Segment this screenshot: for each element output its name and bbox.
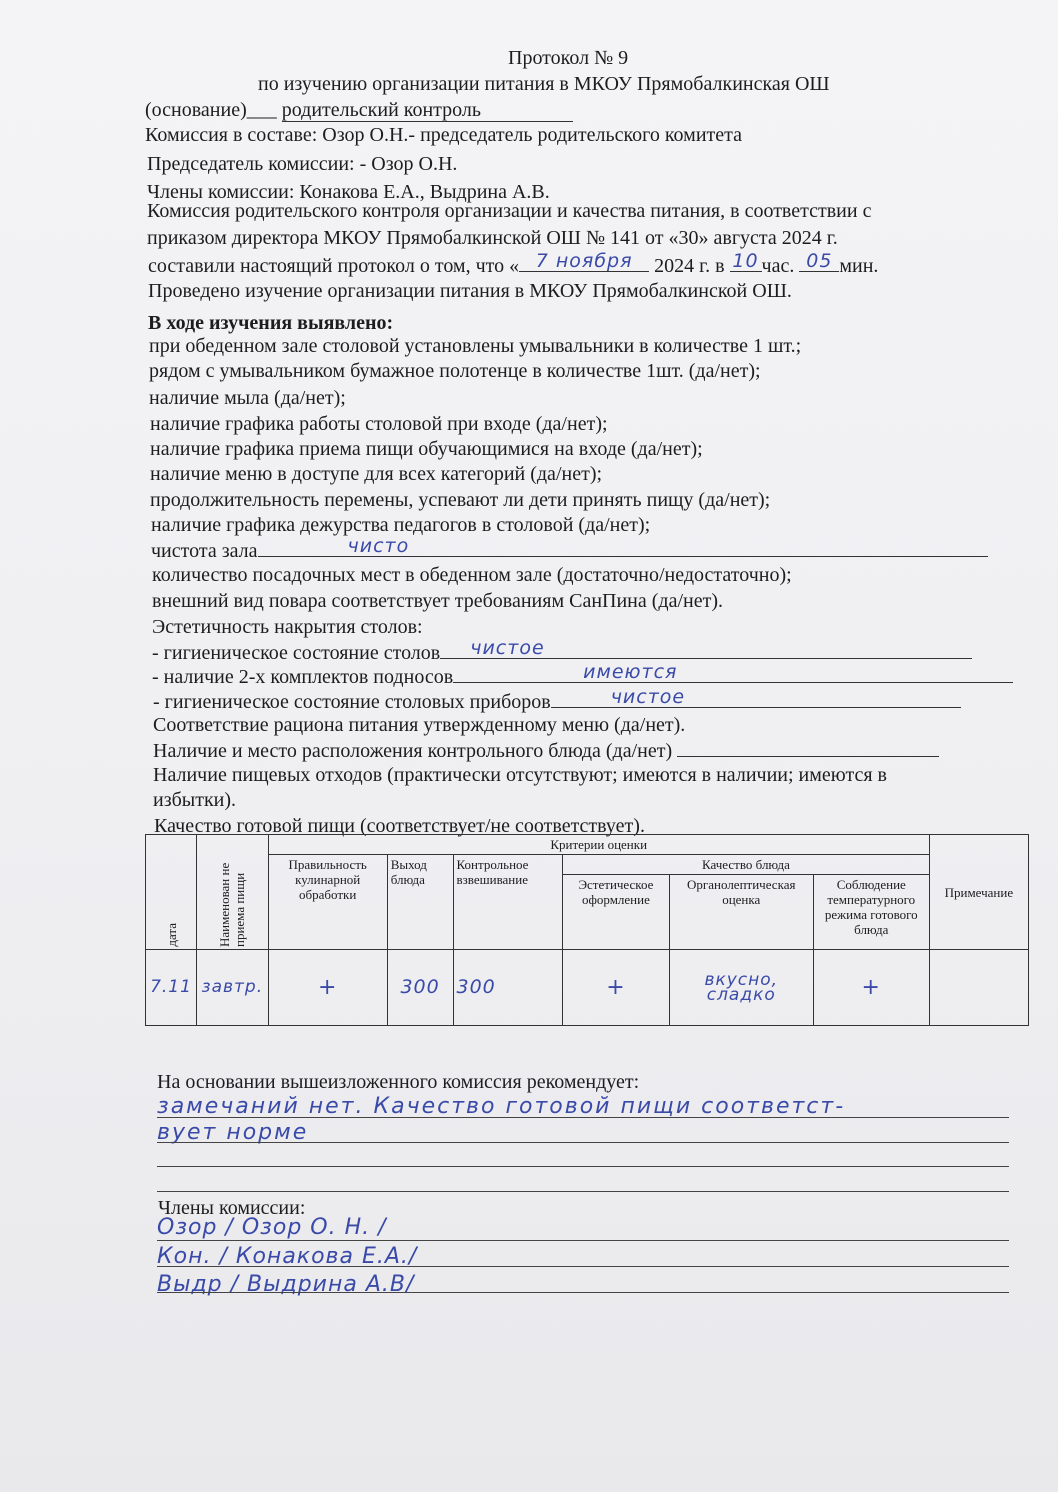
cell-aesthetic: + [563,950,670,1026]
header-weighing: Контрольное взвешивание [453,855,563,950]
minute-label: мин. [839,255,879,277]
finding-duty-schedule: наличие графика дежурства педагогов в столовой (да/нет); [151,514,651,536]
finding-trays [152,661,1013,689]
header-note: Примечание [929,835,1028,950]
finding-aesthetics-heading: Эстетичность накрытия столов: [152,616,423,638]
control-dish-label: Наличие и место расположения контрольного блюда (да/нет) [153,740,673,762]
year-text: 2024 г. в [654,255,725,277]
finding-seats: количество посадочных мест в обеденном зале (достаточно/недостаточно); [152,564,792,586]
document-subtitle: по изучению организации питания в МКОУ Прямобалкинская ОШ [258,73,830,95]
cell-note [929,950,1028,1026]
recommend-label: На основании вышеизложенного комиссия рекомендует: [157,1071,640,1093]
finding-cook-appearance: внешний вид повара соответствует требованиям СанПина (да/нет). [152,590,724,612]
finding-hall-cleanliness [151,535,988,563]
signature-1: Озор / Озор О. Н. / [157,1215,387,1240]
date-line-text: составили настоящий протокол о том, что « [148,255,520,277]
signature-3: Выдр / Выдрина А.В/ [157,1272,415,1297]
signatures-label: Члены комиссии: [158,1197,306,1219]
findings-heading: В ходе изучения выявлено: [148,312,394,334]
finding-cutlery-hygiene [153,686,961,714]
document-title: Протокол № 9 [508,47,629,69]
header-organoleptic: Органолептическая оценка [669,875,813,950]
finding-washbasins: при обеденном зале столовой установлены умывальники в количестве 1 шт.; [149,335,802,357]
cell-date: 7.11 [146,950,197,1026]
finding-meal-schedule: наличие графика приема пищи обучающимися на входе (да/нет); [150,438,703,460]
finding-waste-cont: избытки). [153,789,237,811]
trays-handwritten: имеются [583,661,678,683]
signature-rule-3 [157,1292,1009,1293]
header-temperature: Соблюдение температурного режима готового блюда [813,875,929,950]
signature-2: Кон. / Конакова Е.А./ [157,1244,418,1269]
finding-menu: наличие меню в доступе для всех категорий (да/нет); [150,463,603,485]
date-handwritten: 7 ноября [535,250,633,272]
header-dish-quality: Качество блюда [563,855,930,875]
header-meal: Наименован не приема пищи [197,835,269,950]
recommend-rule-2 [157,1142,1009,1143]
header-date: дата [146,835,197,950]
finding-break-duration: продолжительность перемены, успевают ли дети принять пищу (да/нет); [150,489,771,511]
signature-rule-2 [157,1266,1009,1267]
cutlery-hygiene-handwritten: чистое [610,686,686,708]
hall-cleanliness-label: чистота зала [151,540,258,562]
basis-line [145,98,573,122]
header-yield: Выход блюда [387,855,453,950]
cell-organoleptic: вкусно, сладко [669,950,813,1026]
trays-label: - наличие 2-х комплектов подносов [152,666,454,688]
order-paragraph-1: Комиссия родительского контроля организации и качества питания, в соответствии с [147,200,872,222]
cell-temperature: + [813,950,929,1026]
signature-rule-1 [157,1240,1009,1241]
cell-culinary: + [268,950,387,1026]
finding-work-schedule: наличие графика работы столовой при входе (да/нет); [150,413,608,435]
recommend-handwritten-2: вует норме [157,1120,309,1145]
basis-value: родительский контроль [282,99,573,122]
recommend-rule-1 [157,1117,1009,1118]
evaluation-table [145,834,1029,1026]
finding-waste: Наличие пищевых отходов (практически отсутствуют; имеются в наличии; имеются в [153,764,887,786]
recommend-rule-4 [157,1191,1009,1192]
order-paragraph-2: приказом директора МКОУ Прямобалкинской ОШ № 141 от «30» августа 2024 г. [147,227,838,249]
tables-hygiene-label: - гигиеническое состояние столов [152,642,441,664]
tables-hygiene-handwritten: чистое [470,637,545,659]
cell-weighing: 300 [453,950,563,1026]
finding-soap: наличие мыла (да/нет); [149,387,346,409]
chair-line: Председатель комиссии: - Озор О.Н. [147,153,458,175]
date-line [148,250,879,278]
table-row [146,950,1029,1026]
commission-line: Комиссия в составе: Озор О.Н.- председатель родительского комитета [145,124,743,146]
study-line: Проведено изучение организации питания в МКОУ Прямобалкинской ОШ. [148,280,792,302]
hall-cleanliness-handwritten: чисто [347,535,410,557]
recommend-handwritten-1: замечаний нет. Качество готовой пищи соответст- [157,1094,846,1119]
finding-ration: Соответствие рациона питания утвержденному меню (да/нет). [153,714,686,736]
hour-handwritten: 10 [732,250,759,272]
hour-label: час. [761,255,795,277]
minute-handwritten: 05 [806,250,833,272]
header-aesthetic: Эстетическое оформление [563,875,670,950]
recommend-rule-3 [157,1166,1009,1167]
cell-yield: 300 [387,950,453,1026]
members-line: Члены комиссии: Конакова Е.А., Выдрина А.В. [147,181,550,203]
header-culinary: Правильность кулинарной обработки [268,855,387,950]
finding-towel: рядом с умывальником бумажное полотенце в количестве 1шт. (да/нет); [149,360,761,382]
finding-control-dish [153,738,939,763]
cutlery-hygiene-label: - гигиеническое состояние столовых приборов [153,691,551,713]
basis-label: (основание)___ [145,99,277,121]
header-criteria: Критерии оценки [268,835,929,855]
cell-meal: завтр. [197,950,269,1026]
finding-food-quality: Качество готовой пищи (соответствует/не соответствует). [154,815,645,837]
